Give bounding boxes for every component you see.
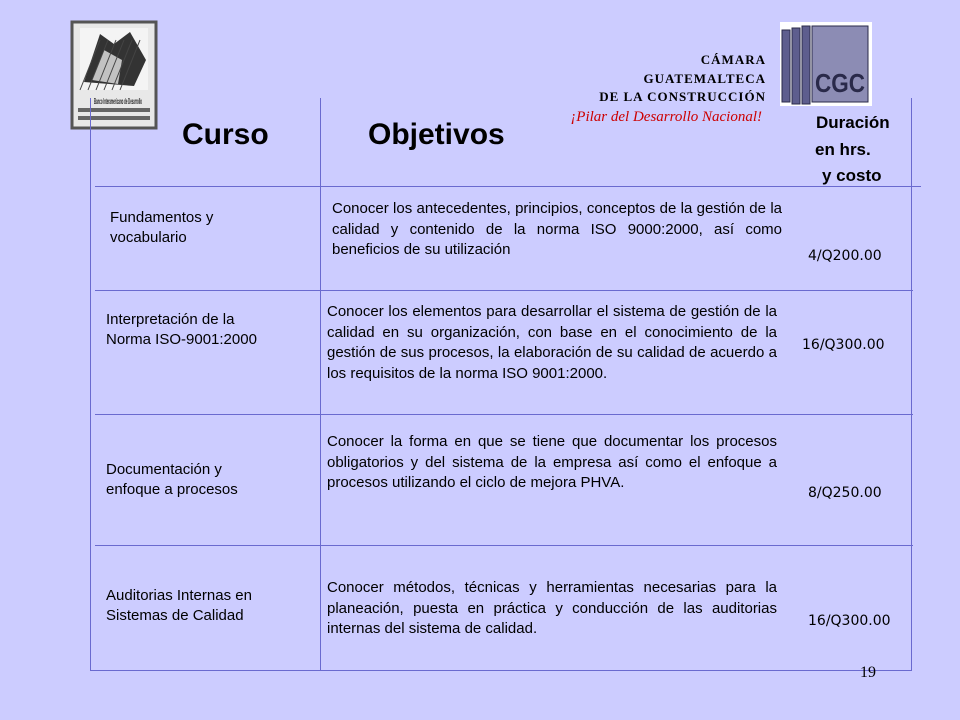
camara-name-line1: CÁMARA — [700, 52, 766, 67]
row1-curso-line1: Fundamentos y — [110, 209, 214, 226]
bid-logo — [70, 20, 158, 130]
cgc-logo-initials: CGC — [815, 68, 866, 98]
camara-tagline: ¡Pilar del Desarrollo Nacional! — [570, 109, 762, 125]
row3-curso-line1: Documentación y — [106, 461, 222, 478]
header-divider — [95, 186, 921, 187]
row-divider-1 — [95, 290, 913, 291]
svg-text:Banco Interamericano de Desarr: Banco Interamericano de Desarrollo — [94, 97, 143, 106]
row3-curso-line2: enfoque a procesos — [106, 481, 238, 498]
column-divider-1 — [320, 98, 321, 670]
table-left-border — [90, 98, 91, 670]
row3-curso — [106, 460, 238, 500]
row3-costo: 8/Q250.00 — [808, 485, 882, 501]
row1-curso — [110, 208, 213, 248]
row-divider-2 — [95, 414, 913, 415]
bid-logo-wordmark — [94, 97, 142, 106]
row4-curso-line1: Auditorias Internas en — [106, 587, 252, 604]
row4-curso — [106, 586, 252, 626]
row2-curso-line1: Interpretación de la — [106, 311, 235, 328]
page-number: 19 — [860, 664, 876, 681]
table-right-border — [911, 98, 912, 670]
header-duracion-line1: Duración — [816, 113, 890, 132]
row3-objetivo: Conocer la forma en que se tiene que documentar los procesos obligatorios y del sistema de la empresa así como el enfoque a procesos utilizando el ciclo de mejora PHVA. — [327, 433, 777, 491]
row2-costo: 16/Q300.00 — [802, 337, 885, 353]
table-bottom-border — [90, 670, 912, 671]
header-duracion-line3: y costo — [822, 166, 882, 185]
row4-costo: 16/Q300.00 — [808, 613, 891, 629]
header-objetivos: Objetivos — [368, 118, 505, 151]
row1-costo: 4/Q200.00 — [808, 248, 882, 264]
row2-curso — [106, 310, 257, 350]
row1-curso-line2: vocabulario — [110, 229, 187, 246]
header-curso: Curso — [182, 118, 269, 151]
row-divider-3 — [95, 545, 913, 546]
camara-name-line3: DE LA CONSTRUCCIÓN — [599, 89, 766, 104]
header-duracion-line2: en hrs. — [815, 140, 871, 159]
row4-curso-line2: Sistemas de Calidad — [106, 607, 244, 624]
row1-objetivo: Conocer los antecedentes, principios, conceptos de la gestión de la calidad y contenido de la norma ISO 9000:2000, así como beneficios de su utilización — [332, 200, 782, 258]
row2-curso-line2: Norma ISO-9001:2000 — [106, 331, 257, 348]
row4-objetivo: Conocer métodos, técnicas y herramientas necesarias para la planeación, puesta en práctica y conducción de las auditorias internas del sistema de calidad. — [327, 579, 777, 637]
camara-name-line2: GUATEMALTECA — [643, 71, 766, 86]
cgc-logo — [780, 22, 872, 106]
row2-objetivo: Conocer los elementos para desarrollar el sistema de gestión de la calidad en su organización, con base en el conocimiento de la gestión de sus procesos, la elaboración de su calidad de acuerdo a los requisitos de la norma ISO 9001:2000. — [327, 303, 777, 382]
